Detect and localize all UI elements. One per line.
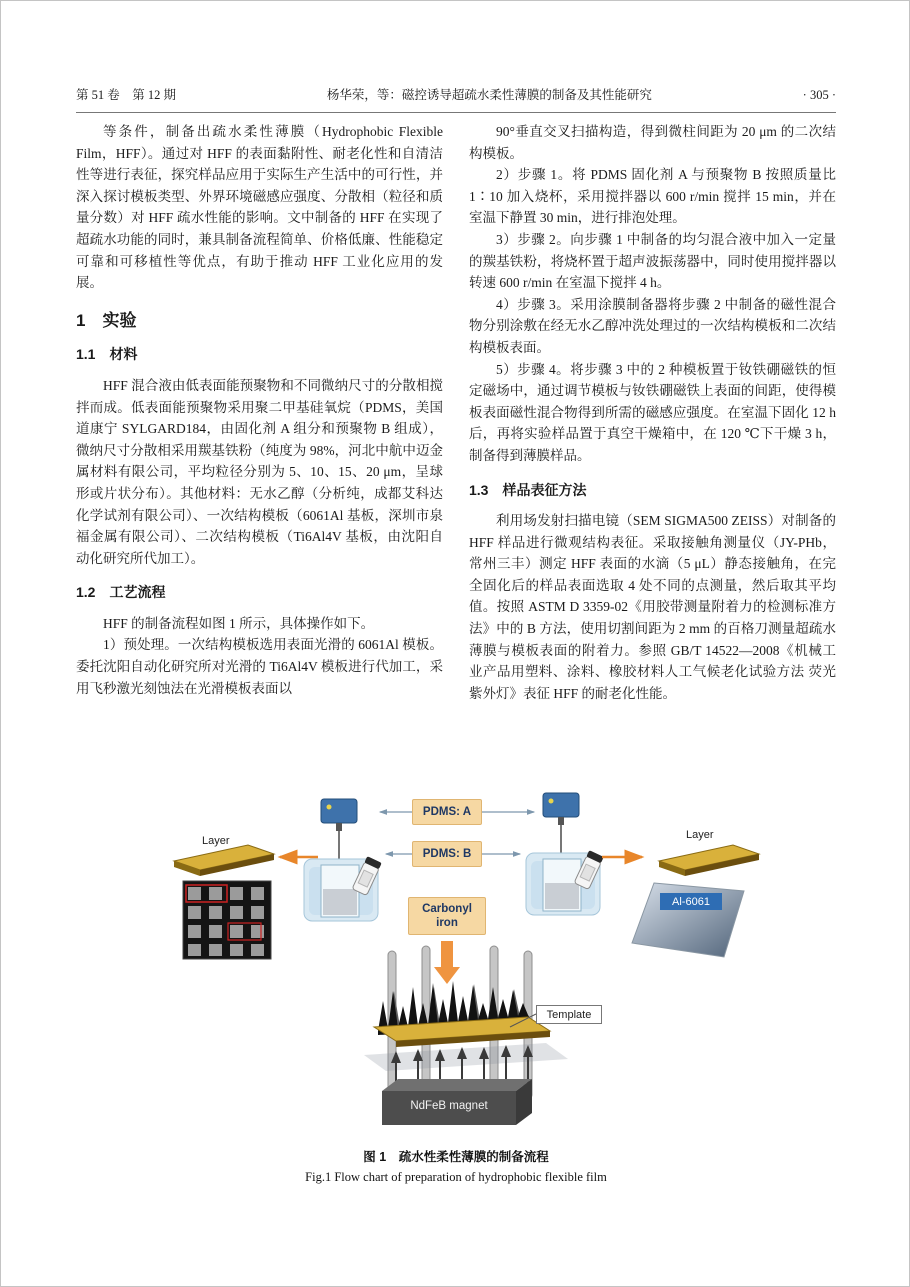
layer-right-label: Layer: [686, 829, 714, 841]
subsection-heading-1-3: 1.3 样品表征方法: [469, 481, 587, 498]
flow-chart: [76, 791, 836, 1139]
running-title: 杨华荣，等：磁控诱导超疏水柔性薄膜的制备及其性能研究: [326, 88, 652, 102]
text-columns: [76, 121, 836, 704]
subsection-heading-1-1: 1.1 材料: [76, 346, 138, 363]
left-column: [76, 121, 443, 704]
pdms-a-box: PDMS: A: [412, 799, 482, 825]
volume-issue: 第 51 卷 第 12 期: [76, 88, 177, 102]
paragraph: 5）步骤 4。将步骤 3 中的 2 种模板置于钕铁硼磁铁的恒定磁场中，通过调节模板与钕铁硼磁铁上表面的间距，使得模板表面磁性混合物得到所需的磁感应强度。在室温下固化 12 h 后，再将实验样品置于真空干燥箱中，在 120 ℃下干燥 3 h，制备得到薄膜样品。: [469, 361, 836, 463]
al6061-label: Al-6061: [660, 893, 722, 910]
paragraph: 1）预处理。一次结构模板选用表面光滑的 6061Al 模板。委托沈阳自动化研究所对光滑的 Ti6Al4V 模板进行代加工，采用飞秒激光刻蚀法在光滑模板表面以: [76, 637, 443, 696]
right-column: [469, 121, 836, 704]
template-label: Template: [536, 1005, 602, 1024]
figure-caption-zh: 图 1 疏水性柔性薄膜的制备流程: [363, 1150, 549, 1164]
paragraph: 3）步骤 2。向步骤 1 中制备的均匀混合液中加入一定量的羰基铁粉，将烧杯置于超声波振荡器中，同时使用搅拌器以转速 600 r/min 在室温下搅拌 4 h。: [469, 231, 836, 291]
layer-plate-right-icon: [659, 845, 759, 876]
subsection-heading-1-2: 1.2 工艺流程: [76, 584, 166, 601]
carbonyl-iron-box: Carbonyl iron: [408, 897, 486, 935]
page-number: · 305 ·: [802, 88, 836, 102]
paragraph: 4）步骤 3。采用涂膜制备器将步骤 2 中制备的磁性混合物分别涂敷在经无水乙醇冲洗处理过的一次结构模板和二次结构模板表面。: [469, 296, 836, 355]
running-head: [76, 85, 836, 113]
paragraph: HFF 的制备流程如图 1 所示，具体操作如下。: [103, 615, 375, 631]
down-arrow-icon: [434, 941, 460, 984]
paragraph: 2）步骤 1。将 PDMS 固化剂 A 与预聚物 B 按照质量比 1∶10 加入烧杯，采用搅拌器以 600 r/min 搅拌 15 min，并在室温下静置 30 min，进行排泡处理。: [469, 167, 836, 226]
magnet-label: NdFeB magnet: [410, 1100, 488, 1112]
paragraph: 利用场发射扫描电镜（SEM SIGMA500 ZEISS）对制备的 HFF 样品进行微观结构表征。采取接触角测量仪（JY-PHb，常州三丰）测定 HFF 表面的水滴（5 μL）静态接触角，在完全固化后的样品表面选取 4 处不同的点测量，然后取其平均值。按照 ASTM D 3359-02《用胶带测量附着力的检测标准方法》中的 B 方法，使用切割间距为 2 mm 的百格刀测量超疏水薄膜与模板表面的附着力。参照 GB/T 14522—2008《机械工业产品用塑料、涂料、橡胶材料人工气候老化试验方法 荧光紫外灯》表征 HFF 的耐老化性能。: [469, 513, 836, 701]
layer-plate-left-icon: [174, 845, 274, 876]
pdms-b-box: PDMS: B: [412, 841, 482, 867]
figure-caption-en: Fig.1 Flow chart of preparation of hydrophobic flexible film: [305, 1170, 607, 1184]
paragraph: 90°垂直交叉扫描构造，得到微柱间距为 20 μm 的二次结构模板。: [469, 124, 836, 161]
paragraph: 等条件，制备出疏水柔性薄膜（Hydrophobic Flexible Film，HFF）。通过对 HFF 的表面黏附性、耐老化性和自清洁性等进行表征，探究样品应用于实际生产生活中的可行性，并深入探讨模板类型、外界环境磁感应强度、分散相（粒径和质量分数）对 HFF 疏水性能的影响。文中制备的 HFF 在实现了超疏水功能的同时，兼具制备流程简单、价格低廉、性能稳定可靠和可移植性等优点，有助于推动 HFF 工业化应用的发展。: [76, 124, 443, 291]
micropillar-photo-icon: [183, 881, 271, 959]
layer-left-label: Layer: [202, 835, 230, 847]
section-heading-1: 1 实验: [76, 310, 137, 330]
figure-1: [76, 791, 836, 1185]
paragraph: HFF 混合液由低表面能预聚物和不同微纳尺寸的分散相搅拌而成。低表面能预聚物采用聚二甲基硅氧烷（PDMS，美国道康宁 SYLGARD184，由固化剂 A 组分和预聚物 B 组成），微纳尺寸分散相采用羰基铁粉（纯度为 98%，河北中航中迈金属材料有限公司，平均粒径分别为 5、10、15、20 μm，呈球形或片状分布）。其他材料：无水乙醇（分析纯，成都艾科达化学试剂有限公司）、一次结构模板（6061Al 基板，深圳市泉福金属有限公司）、二次结构模板（Ti6Al4V 基板，由沈阳自动化研究所代加工）。: [76, 377, 443, 566]
